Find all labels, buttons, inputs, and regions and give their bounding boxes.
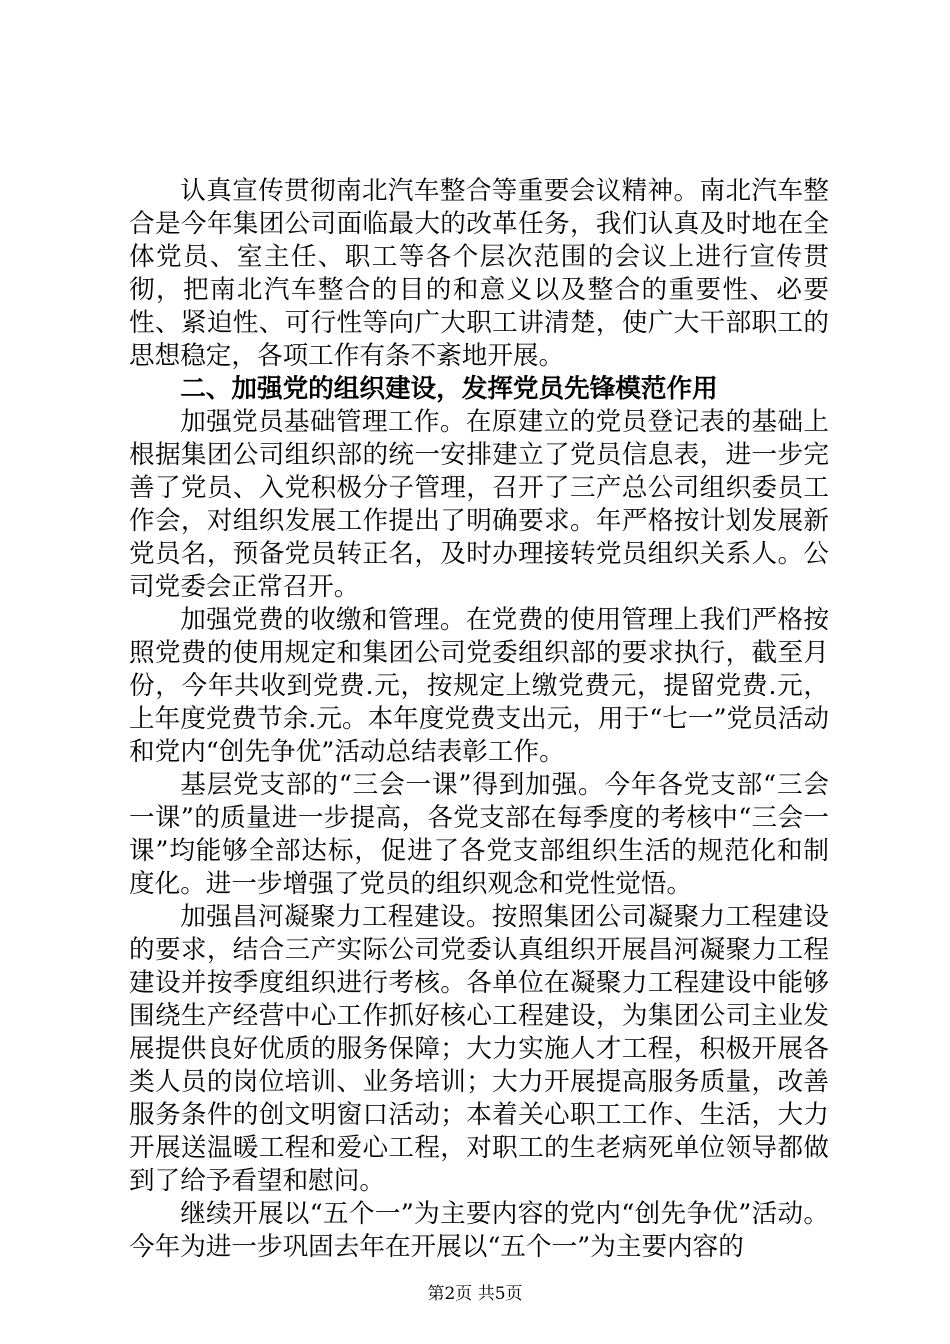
paragraph-cohesion-project: 加强昌河凝聚力工程建设。按照集团公司凝聚力工程建设的要求，结合三产实际公司党委认真组织开展昌河凝聚力工程建设并按季度组织进行考核。各单位在凝聚力工程建设中能够围绕生产经营中心工作抓好核心工程建设，为集团公司主业发展提供良好优质的服务保障；大力实施人才工程，积极开展各类人员的岗位培训、业务培训；大力开展提高服务质量，改善服务条件的创文明窗口活动；本着关心职工工作、生活，大力开展送温暖工程和爱心工程，对职工的生老病死单位领导都做到了给予看望和慰问。 (129, 902, 829, 1196)
paragraph-three-meetings: 基层党支部的“三会一课”得到加强。今年各党支部“三会一课”的质量进一步提高，各党支部在每季度的考核中“三会一课”均能够全部达标，促进了各党支部组织生活的规范化和制度化。进一步增强了党员的组织观念和党性觉悟。 (129, 770, 829, 899)
paragraph-publicity: 认真宣传贯彻南北汽车整合等重要会议精神。南北汽车整合是今年集团公司面临最大的改革任务，我们认真及时地在全体党员、室主任、职工等各个层次范围的会议上进行宣传贯彻，把南北汽车整合的目的和意义以及整合的重要性、必要性、紧迫性、可行性等向广大职工讲清楚，使广大干部职工的思想稳定，各项工作有条不紊地开展。 (129, 176, 829, 371)
section-heading: 二、加强党的组织建设，发挥党员先锋模范作用 (180, 374, 718, 404)
paragraph-five-ones: 继续开展以“五个一”为主要内容的党内“创先争优”活动。今年为进一步巩固去年在开展以“五个一”为主要内容的 (129, 1199, 829, 1262)
page-number-footer: 第2页 共5页 (427, 1284, 523, 1304)
paragraph-party-dues: 加强党费的收缴和管理。在党费的使用管理上我们严格按照党费的使用规定和集团公司党委组织部的要求执行，截至月份，今年共收到党费.元，按规定上缴党费元，提留党费.元，上年度党费节余.元。本年度党费支出元，用于“七一”党员活动和党内“创先争优”活动总结表彰工作。 (129, 605, 829, 767)
paragraph-member-management: 加强党员基础管理工作。在原建立的党员登记表的基础上根据集团公司组织部的统一安排建立了党员信息表，进一步完善了党员、入党积极分子管理，召开了三产总公司组织委员工作会，对组织发展工作提出了明确要求。年严格按计划发展新党员名，预备党员转正名，及时办理接转党员组织关系人。公司党委会正常召开。 (129, 407, 829, 602)
document-body (129, 175, 829, 1264)
